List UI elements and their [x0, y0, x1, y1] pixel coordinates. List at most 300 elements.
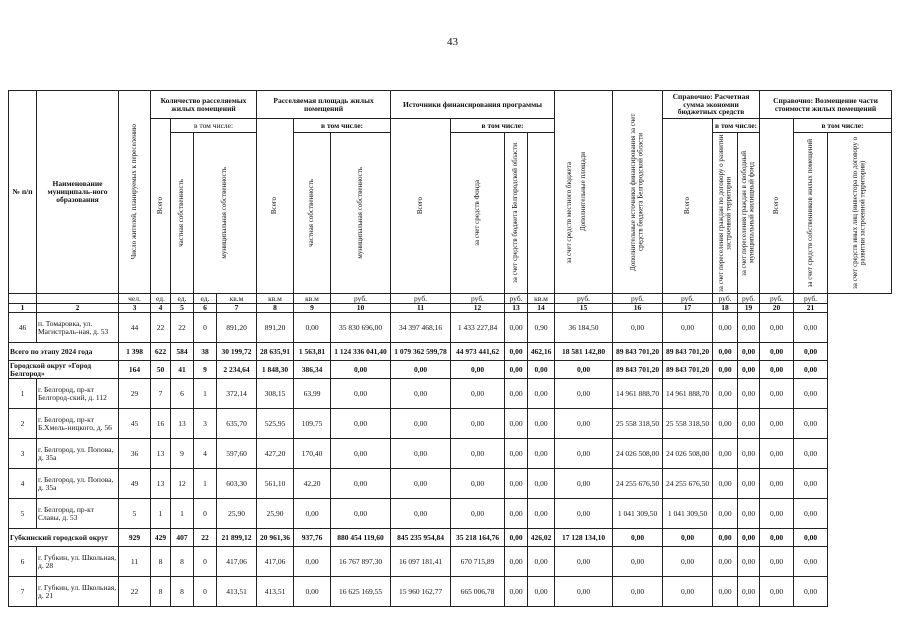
value-cell: 0,00: [738, 469, 760, 499]
value-cell: 0,00: [794, 409, 828, 439]
value-cell: 0,00: [451, 439, 505, 469]
unit-cell: кв.м: [294, 294, 331, 304]
row-address: г. Белгород, ул. Попова, д. 35а: [37, 439, 119, 469]
header-fund: за счет средств Фонда: [451, 133, 505, 294]
value-cell: 0,00: [331, 499, 391, 529]
value-cell: 44 973 441,62: [451, 343, 505, 361]
value-cell: 0,00: [760, 313, 794, 343]
value-cell: 14 961 888,70: [663, 379, 713, 409]
value-cell: 0,00: [505, 409, 528, 439]
row-address: г. Губкин, ул. Школьная, д. 28: [37, 547, 119, 577]
column-number-cell: 15: [555, 304, 613, 313]
unit-cell: ед.: [151, 294, 171, 304]
value-cell: 0,00: [738, 529, 760, 547]
value-cell: 42,20: [294, 469, 331, 499]
value-cell: 0,00: [451, 361, 505, 379]
value-cell: 0,00: [555, 499, 613, 529]
column-number-cell: 5: [171, 304, 194, 313]
header-ref1-b: за счет переселения граждан в свободный муниципальный жилищный фонд: [738, 133, 760, 294]
units-row: [9, 294, 892, 304]
value-cell: 525,95: [257, 409, 294, 439]
value-cell: 2 234,64: [217, 361, 257, 379]
row-number: 7: [9, 577, 37, 607]
table-body: [9, 313, 892, 607]
column-number-cell: 9: [294, 304, 331, 313]
value-cell: 36: [119, 439, 151, 469]
value-cell: 0: [194, 499, 217, 529]
value-cell: 0,00: [713, 361, 738, 379]
value-cell: 0,00: [505, 379, 528, 409]
value-cell: 386,34: [294, 361, 331, 379]
value-cell: 0,00: [738, 439, 760, 469]
unit-cell: [9, 294, 37, 304]
unit-cell: ед.: [171, 294, 194, 304]
value-cell: 635,70: [217, 409, 257, 439]
value-cell: 89 843 701,20: [613, 361, 663, 379]
value-cell: 0,90: [528, 313, 555, 343]
value-cell: 1 563,81: [294, 343, 331, 361]
value-cell: 164: [119, 361, 151, 379]
value-cell: 665 006,78: [451, 577, 505, 607]
header-rooms-municipal: муниципальная собственность: [194, 133, 257, 294]
table-row: [9, 577, 892, 607]
value-cell: 0,00: [738, 499, 760, 529]
value-cell: 0,00: [528, 499, 555, 529]
header-area-group: Расселяемая площадь жилых помещений: [257, 91, 391, 119]
resettlement-table: [8, 90, 892, 607]
row-address: г. Губкин, ул. Школьная, д. 21: [37, 577, 119, 607]
value-cell: 0,00: [331, 361, 391, 379]
value-cell: 0,00: [794, 529, 828, 547]
column-number-cell: 6: [194, 304, 217, 313]
value-cell: 0,00: [713, 469, 738, 499]
value-cell: 22: [194, 529, 217, 547]
column-number-cell: 19: [738, 304, 760, 313]
column-number-cell: 16: [613, 304, 663, 313]
value-cell: 0,00: [713, 343, 738, 361]
value-cell: 0,00: [794, 577, 828, 607]
header-local: за счет средств местного бюджета: [528, 133, 613, 294]
value-cell: 0,00: [451, 469, 505, 499]
subtotal-row: [9, 343, 892, 361]
value-cell: 1 041 309,50: [663, 499, 713, 529]
value-cell: 17 128 134,10: [555, 529, 613, 547]
value-cell: 929: [119, 529, 151, 547]
value-cell: 30 199,72: [217, 343, 257, 361]
column-number-cell: 13: [505, 304, 528, 313]
value-cell: 45: [119, 409, 151, 439]
unit-cell: руб.: [738, 294, 760, 304]
header-ref1-a: за счет переселения граждан по договору о развитии застроенной территории: [713, 133, 738, 294]
column-number-cell: 3: [119, 304, 151, 313]
column-number-cell: 10: [331, 304, 391, 313]
value-cell: 0,00: [794, 469, 828, 499]
value-cell: 0,00: [794, 343, 828, 361]
value-cell: 0,00: [294, 577, 331, 607]
value-cell: 0,00: [738, 313, 760, 343]
value-cell: 89 843 701,20: [663, 343, 713, 361]
value-cell: 6: [171, 379, 194, 409]
value-cell: 372,14: [217, 379, 257, 409]
value-cell: 0,00: [505, 469, 528, 499]
unit-cell: руб.: [555, 294, 613, 304]
value-cell: 0,00: [391, 499, 451, 529]
table-row: [9, 409, 892, 439]
value-cell: 1: [194, 379, 217, 409]
value-cell: 0,00: [391, 361, 451, 379]
value-cell: 0,00: [713, 439, 738, 469]
value-cell: 891,20: [257, 313, 294, 343]
value-cell: 0,00: [528, 361, 555, 379]
value-cell: 8: [171, 547, 194, 577]
value-cell: 0,00: [663, 577, 713, 607]
value-cell: 0,00: [528, 469, 555, 499]
value-cell: 0,00: [555, 469, 613, 499]
value-cell: 0,00: [505, 577, 528, 607]
header-ref2-a: за счет средств собственников жилых помещений: [794, 133, 828, 294]
value-cell: 0,00: [294, 313, 331, 343]
value-cell: 11: [119, 547, 151, 577]
value-cell: 24 026 508,00: [663, 439, 713, 469]
value-cell: 0,00: [738, 379, 760, 409]
unit-cell: руб.: [794, 294, 828, 304]
value-cell: 426,02: [528, 529, 555, 547]
column-number-cell: 21: [794, 304, 828, 313]
row-number: 5: [9, 499, 37, 529]
value-cell: 8: [171, 577, 194, 607]
value-cell: 4: [194, 439, 217, 469]
value-cell: 0,00: [713, 529, 738, 547]
value-cell: 0,00: [331, 409, 391, 439]
value-cell: 0,00: [391, 379, 451, 409]
row-number: 46: [9, 313, 37, 343]
value-cell: 603,30: [217, 469, 257, 499]
value-cell: 25 558 318,50: [613, 409, 663, 439]
value-cell: 0,00: [738, 547, 760, 577]
column-number-cell: 11: [391, 304, 451, 313]
row-number: 1: [9, 379, 37, 409]
value-cell: 44: [119, 313, 151, 343]
value-cell: 0,00: [713, 379, 738, 409]
value-cell: 28 635,91: [257, 343, 294, 361]
table-row: [9, 439, 892, 469]
header-rooms-private: частная собственность: [171, 133, 194, 294]
table-row: [9, 499, 892, 529]
value-cell: 0,00: [528, 577, 555, 607]
value-cell: 0,00: [760, 469, 794, 499]
unit-cell: руб.: [613, 294, 663, 304]
header-rooms-group: Количество расселяемых жилых помещений: [151, 91, 257, 119]
row-address: п. Томаровка, ул. Магистраль-ная, д. 53: [37, 313, 119, 343]
value-cell: 0,00: [760, 409, 794, 439]
value-cell: 0,00: [713, 499, 738, 529]
value-cell: 63,99: [294, 379, 331, 409]
value-cell: 49: [119, 469, 151, 499]
column-number-cell: 1: [9, 304, 37, 313]
value-cell: 417,06: [217, 547, 257, 577]
header-extra-area: Дополнительные площади: [555, 91, 613, 294]
value-cell: 13: [171, 409, 194, 439]
value-cell: 0,00: [451, 379, 505, 409]
value-cell: 0,00: [663, 529, 713, 547]
value-cell: 0,00: [794, 547, 828, 577]
value-cell: 41: [171, 361, 194, 379]
value-cell: 0,00: [331, 379, 391, 409]
value-cell: 1 041 309,50: [613, 499, 663, 529]
value-cell: 0,00: [794, 439, 828, 469]
unit-cell: чел.: [119, 294, 151, 304]
value-cell: 0,00: [331, 469, 391, 499]
value-cell: 597,60: [217, 439, 257, 469]
header-area-private: частная собственность: [294, 133, 331, 294]
value-cell: 13: [151, 469, 171, 499]
row-group-name: Всего по этапу 2024 года: [9, 343, 119, 361]
value-cell: 16 097 181,41: [391, 547, 451, 577]
header-extra-sources: Дополнительные источники финансирования за счет средств бюджета Белгородской области: [613, 91, 663, 294]
value-cell: 0,00: [663, 547, 713, 577]
header-ref2-group: Справочно: Возмещение части стоимости жилых помещений: [760, 91, 892, 119]
value-cell: 0,00: [505, 529, 528, 547]
value-cell: 9: [171, 439, 194, 469]
value-cell: 0,00: [451, 409, 505, 439]
value-cell: 0,00: [613, 547, 663, 577]
column-number-cell: 7: [217, 304, 257, 313]
row-address: г. Белгород, пр-кт Славы, д. 53: [37, 499, 119, 529]
unit-cell: руб.: [451, 294, 505, 304]
unit-cell: [37, 294, 119, 304]
value-cell: 35 830 696,00: [331, 313, 391, 343]
column-number-cell: 17: [663, 304, 713, 313]
value-cell: 24 255 676,50: [663, 469, 713, 499]
value-cell: 561,10: [257, 469, 294, 499]
header-ref1-incl: в том числе:: [713, 119, 760, 133]
value-cell: 0,00: [713, 313, 738, 343]
value-cell: 20 961,36: [257, 529, 294, 547]
value-cell: 0,00: [528, 379, 555, 409]
value-cell: 1 433 227,84: [451, 313, 505, 343]
header-ref1-group: Справочно: Расчетная сумма экономии бюджетных средств: [663, 91, 760, 119]
value-cell: 109,75: [294, 409, 331, 439]
value-cell: 0: [194, 547, 217, 577]
row-address: г. Белгород, пр-кт Б.Хмель-ницкого, д. 56: [37, 409, 119, 439]
header-ref1-total: Всего: [663, 119, 713, 294]
header-area-total: Всего: [257, 119, 294, 294]
subtotal-row: [9, 361, 892, 379]
header-area-incl: в том числе:: [294, 119, 391, 133]
row-number: 3: [9, 439, 37, 469]
value-cell: 24 026 508,00: [613, 439, 663, 469]
value-cell: 413,51: [217, 577, 257, 607]
header-area-municipal: муниципальная собственность: [331, 133, 391, 294]
header-rooms-total: Всего: [151, 119, 171, 294]
value-cell: 0,00: [760, 529, 794, 547]
value-cell: 0,00: [528, 547, 555, 577]
value-cell: 1: [171, 499, 194, 529]
value-cell: 0,00: [555, 409, 613, 439]
value-cell: 0,00: [505, 547, 528, 577]
value-cell: 22: [171, 313, 194, 343]
value-cell: 25,90: [217, 499, 257, 529]
value-cell: 1: [151, 499, 171, 529]
value-cell: 622: [151, 343, 171, 361]
value-cell: 0,00: [555, 577, 613, 607]
value-cell: 407: [171, 529, 194, 547]
value-cell: 1: [194, 469, 217, 499]
value-cell: 845 235 954,84: [391, 529, 451, 547]
value-cell: 0,00: [451, 499, 505, 529]
unit-cell: руб.: [505, 294, 528, 304]
value-cell: 0,00: [294, 499, 331, 529]
unit-cell: руб.: [713, 294, 738, 304]
value-cell: 0,00: [760, 439, 794, 469]
value-cell: 0: [194, 313, 217, 343]
header-name: Наименование муниципаль-ного образования: [37, 91, 119, 294]
row-address: г. Белгород, ул. Попова, д. 35а: [37, 469, 119, 499]
value-cell: 0,00: [505, 439, 528, 469]
value-cell: 0,00: [760, 343, 794, 361]
value-cell: 0,00: [505, 343, 528, 361]
value-cell: 0,00: [760, 499, 794, 529]
value-cell: 0,00: [555, 547, 613, 577]
unit-cell: кв.м: [257, 294, 294, 304]
value-cell: 5: [119, 499, 151, 529]
value-cell: 1 124 336 041,40: [331, 343, 391, 361]
value-cell: 0,00: [738, 343, 760, 361]
value-cell: 0,00: [555, 361, 613, 379]
value-cell: 0,00: [794, 361, 828, 379]
value-cell: 50: [151, 361, 171, 379]
unit-cell: кв.м: [528, 294, 555, 304]
value-cell: 0,00: [794, 499, 828, 529]
value-cell: 0,00: [738, 409, 760, 439]
value-cell: 16 767 897,30: [331, 547, 391, 577]
value-cell: 0,00: [713, 577, 738, 607]
column-number-cell: 4: [151, 304, 171, 313]
row-group-name: Городской округ «Город Белгород»: [9, 361, 119, 379]
value-cell: 0,00: [505, 361, 528, 379]
value-cell: 0,00: [331, 439, 391, 469]
value-cell: 1 848,30: [257, 361, 294, 379]
table-row: [9, 379, 892, 409]
value-cell: 417,06: [257, 547, 294, 577]
value-cell: 22: [119, 577, 151, 607]
row-group-name: Губкинский городской округ: [9, 529, 119, 547]
value-cell: 462,16: [528, 343, 555, 361]
value-cell: 38: [194, 343, 217, 361]
row-number: 6: [9, 547, 37, 577]
value-cell: 34 397 468,16: [391, 313, 451, 343]
value-cell: 16 625 169,55: [331, 577, 391, 607]
value-cell: 0,00: [505, 313, 528, 343]
header-regional: за счет средств бюджета Белгородской области: [505, 133, 528, 294]
unit-cell: руб.: [391, 294, 451, 304]
value-cell: 9: [194, 361, 217, 379]
header-sources-total: Всего: [391, 119, 451, 294]
table-row: [9, 313, 892, 343]
column-number-cell: 14: [528, 304, 555, 313]
value-cell: 0,00: [760, 379, 794, 409]
page-number: 43: [447, 36, 458, 48]
header-rooms-incl: в том числе:: [171, 119, 257, 133]
unit-cell: кв.м: [217, 294, 257, 304]
unit-cell: ед.: [194, 294, 217, 304]
column-number-cell: 20: [760, 304, 794, 313]
value-cell: 891,20: [217, 313, 257, 343]
value-cell: 0,00: [794, 379, 828, 409]
header-no: № п/п: [9, 91, 37, 294]
value-cell: 0,00: [663, 313, 713, 343]
value-cell: 0,00: [391, 409, 451, 439]
value-cell: 584: [171, 343, 194, 361]
row-address: г. Белгород, пр-кт Белгород-ский, д. 112: [37, 379, 119, 409]
value-cell: 0,00: [613, 313, 663, 343]
value-cell: 170,40: [294, 439, 331, 469]
value-cell: 308,15: [257, 379, 294, 409]
column-number-cell: 12: [451, 304, 505, 313]
value-cell: 3: [194, 409, 217, 439]
value-cell: 0,00: [794, 313, 828, 343]
column-number-cell: 2: [37, 304, 119, 313]
value-cell: 25 558 318,50: [663, 409, 713, 439]
value-cell: 7: [151, 379, 171, 409]
value-cell: 0,00: [760, 361, 794, 379]
value-cell: 0,00: [713, 547, 738, 577]
value-cell: 29: [119, 379, 151, 409]
value-cell: 21 899,12: [217, 529, 257, 547]
value-cell: 8: [151, 577, 171, 607]
value-cell: 0,00: [528, 439, 555, 469]
value-cell: 880 454 119,60: [331, 529, 391, 547]
value-cell: 0,00: [613, 577, 663, 607]
value-cell: 0,00: [294, 547, 331, 577]
header-residents: Число жителей, планируемых к переселению: [119, 91, 151, 294]
header-ref2-total: Всего: [760, 119, 794, 294]
value-cell: 18 581 142,80: [555, 343, 613, 361]
value-cell: 0,00: [613, 529, 663, 547]
value-cell: 14 961 888,70: [613, 379, 663, 409]
value-cell: 35 218 164,76: [451, 529, 505, 547]
value-cell: 0,00: [760, 577, 794, 607]
value-cell: 427,20: [257, 439, 294, 469]
table-row: [9, 469, 892, 499]
header-sources-group: Источники финансирования программы: [391, 91, 555, 119]
row-number: 4: [9, 469, 37, 499]
unit-cell: руб.: [331, 294, 391, 304]
value-cell: 36 184,50: [555, 313, 613, 343]
value-cell: 1 079 362 599,78: [391, 343, 451, 361]
unit-cell: руб.: [663, 294, 713, 304]
value-cell: 0,00: [738, 577, 760, 607]
value-cell: 0,00: [528, 409, 555, 439]
column-number-cell: 8: [257, 304, 294, 313]
value-cell: 15 960 162,77: [391, 577, 451, 607]
value-cell: 8: [151, 547, 171, 577]
table-row: [9, 547, 892, 577]
value-cell: 25,90: [257, 499, 294, 529]
value-cell: 16: [151, 409, 171, 439]
value-cell: 0,00: [391, 469, 451, 499]
value-cell: 89 843 701,20: [613, 343, 663, 361]
value-cell: 0,00: [760, 547, 794, 577]
value-cell: 937,76: [294, 529, 331, 547]
value-cell: 24 255 676,50: [613, 469, 663, 499]
header-sources-incl: в том числе:: [451, 119, 555, 133]
row-number: 2: [9, 409, 37, 439]
value-cell: 0,00: [738, 361, 760, 379]
value-cell: 0,00: [555, 439, 613, 469]
value-cell: 413,51: [257, 577, 294, 607]
subtotal-row: [9, 529, 892, 547]
